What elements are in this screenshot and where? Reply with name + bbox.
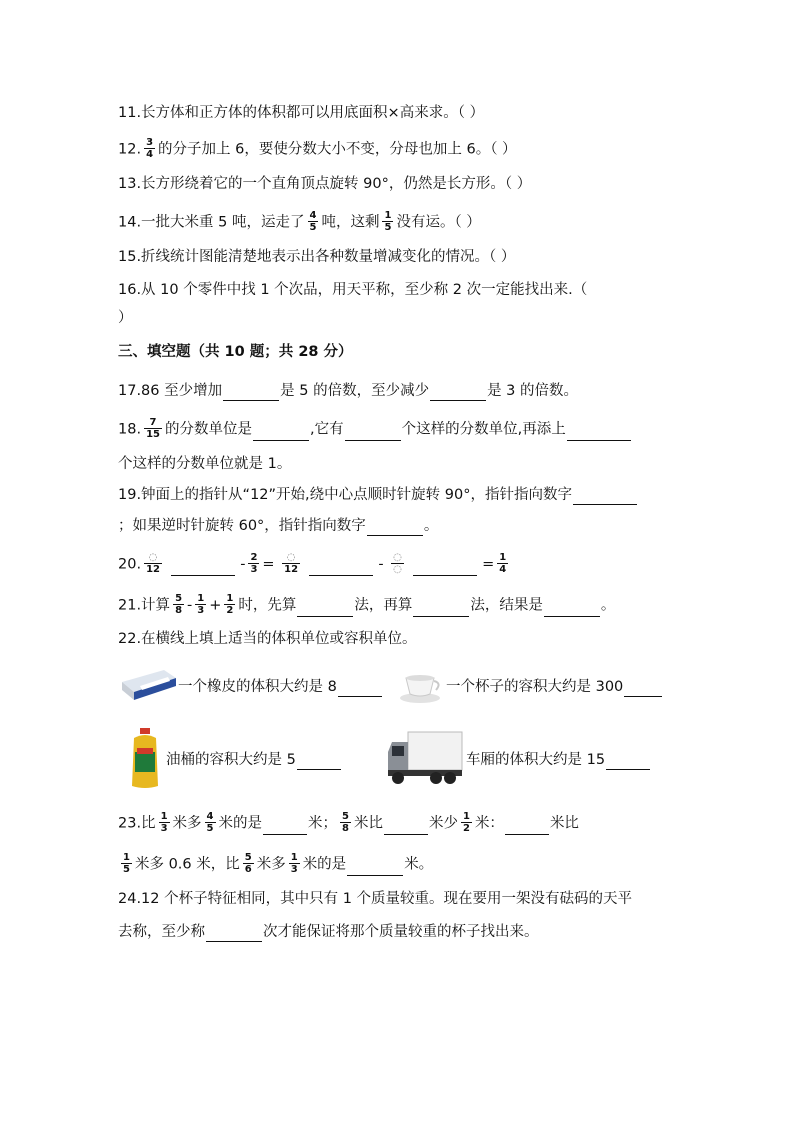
question-13: 13.长方形绕着它的一个直角顶点旋转 90°，仍然是长方形。（ ）: [118, 176, 532, 192]
answer-blank[interactable]: [567, 424, 631, 441]
answer-blank[interactable]: [223, 384, 279, 401]
answer-blank[interactable]: [505, 818, 549, 835]
eraser-text: 一个橡皮的体积大约是 8: [178, 677, 383, 697]
truck-text: 车厢的体积大约是 15: [466, 750, 651, 770]
fraction: $\frac{1}{4}$: [499, 552, 507, 575]
fraction: $\frac{5}{8}$: [342, 811, 349, 834]
answer-blank[interactable]: [263, 818, 307, 835]
answer-blank[interactable]: [338, 680, 382, 697]
blank-circle-icon: ◌: [148, 552, 158, 563]
cup-text: 一个杯子的容积大约是 300: [446, 677, 663, 697]
oil-text: 油桶的容积大约是 5: [166, 750, 342, 770]
question-14: 14.一批大米重 5 吨，运走了 $\frac{4}{5}$ 吨，这剩 $\frac{1}{5}$ 没有运。（ ）: [118, 210, 481, 233]
question-22: 22.在横线上填上适当的体积单位或容积单位。: [118, 631, 417, 647]
answer-blank[interactable]: [430, 384, 486, 401]
answer-blank[interactable]: [297, 753, 341, 770]
question-11: 11.长方体和正方体的体积都可以用底面积×高来求。（ ）: [118, 105, 485, 121]
question-15: 15.折线统计图能清楚地表示出各种数量增减变化的情况。（ ）: [118, 249, 516, 265]
blank-circle-icon: ◌: [393, 552, 402, 563]
answer-blank[interactable]: [413, 600, 469, 617]
answer-blank[interactable]: [347, 859, 403, 876]
answer-blank[interactable]: [413, 559, 477, 576]
question-17: 17.86 至少增加 是 5 的倍数，至少减少 是 3 的倍数。: [118, 383, 579, 399]
oil-bottle-icon: [128, 726, 162, 792]
question-23: 23.比 $\frac{1}{3}$ 米多 $\frac{4}{5}$ 米的是 米； $\frac{5}{8}$ 米比 米少 $\frac{1}{2}$ 米： 米比: [118, 811, 579, 834]
question-18: 18. $\frac{7}{15}$ 的分数单位是 ,它有 个这样的分数单位,再添上: [118, 418, 632, 441]
answer-blank[interactable]: [384, 818, 428, 835]
fraction: $\frac{7}{15}$: [146, 417, 160, 440]
section-title: 三、填空题（共 10 题；共 28 分）: [118, 344, 353, 360]
blank-circle-icon: ◌: [286, 552, 296, 563]
fraction: $\frac{1}{2}$: [462, 811, 470, 834]
fraction: [391, 552, 404, 575]
fraction: $\frac{1}{5}$: [123, 852, 130, 875]
answer-blank[interactable]: [345, 424, 401, 441]
answer-blank[interactable]: [171, 559, 235, 576]
fraction: $\frac{1}{3}$: [160, 811, 168, 834]
question-12: 12. $\frac{3}{4}$ 的分子加上 6，要使分数大小不变，分母也加上 6。（ ）: [118, 137, 517, 160]
question-23-cont: $\frac{1}{5}$ 米多 0.6 米，比 $\frac{5}{6}$ 米多 $\frac{1}{3}$ 米的是 米。: [123, 852, 434, 875]
fraction: $\frac{◌}{12}$: [284, 552, 299, 575]
fraction: $\frac{1}{5}$: [384, 210, 392, 233]
question-24: 24.12 个杯子特征相同，其中只有 1 个质量较重。现在要用一架没有砝码的天平: [118, 891, 633, 907]
fraction: $\frac{1}{3}$: [197, 593, 205, 616]
answer-blank[interactable]: [573, 488, 637, 505]
answer-blank[interactable]: [297, 600, 353, 617]
question-19: 19.钟面上的指针从“12”开始,绕中心点顺时针旋转 90°，指针指向数字: [118, 485, 638, 505]
answer-blank[interactable]: [367, 519, 423, 536]
question-21: 21.计算 $\frac{5}{8}$ - $\frac{1}{3}$ + $\frac{1}{2}$ 时，先算 法，再算 法，结果是 。: [118, 593, 616, 616]
truck-icon: [386, 730, 464, 788]
question-24-cont: 去称，至少称 次才能保证将那个质量较重的杯子找出来。: [118, 924, 539, 940]
eraser-icon: [118, 664, 178, 704]
fraction: $\frac{4}{5}$: [309, 210, 317, 233]
question-20: 20. $\frac{◌}{12}$ - $\frac{2}{3}$ = $\frac{◌}{12}$ - $\frac{◌}{◌}$ = $\frac{1}{4}$: [118, 552, 507, 575]
fraction: $\frac{1}{3}$: [290, 852, 298, 875]
fraction: $\frac{2}{3}$: [250, 552, 258, 575]
question-18-cont: 个这样的分数单位就是 1。: [118, 456, 292, 472]
teacup-icon: [398, 670, 446, 704]
answer-blank[interactable]: [544, 600, 600, 617]
question-16: 16.从 10 个零件中找 1 个次品，用天平称，至少称 2 次一定能找出来.（: [118, 282, 588, 298]
question-19-cont: ；如果逆时针旋转 60°，指针指向数字 。: [118, 518, 439, 534]
answer-blank[interactable]: [606, 753, 650, 770]
question-16-cont: ）: [118, 310, 133, 326]
fraction: $\frac{5}{6}$: [244, 852, 252, 875]
answer-blank[interactable]: [624, 680, 662, 697]
fraction: $\frac{1}{2}$: [226, 593, 234, 616]
fraction: $\frac{4}{5}$: [206, 811, 214, 834]
fraction: $\frac{3}{4}$: [146, 137, 154, 160]
answer-blank[interactable]: [206, 925, 262, 942]
answer-blank[interactable]: [253, 424, 309, 441]
blank-circle-icon: ◌: [393, 564, 402, 575]
fraction: $\frac{◌}{12}$: [146, 552, 160, 575]
fraction: $\frac{5}{8}$: [175, 593, 183, 616]
answer-blank[interactable]: [309, 559, 373, 576]
